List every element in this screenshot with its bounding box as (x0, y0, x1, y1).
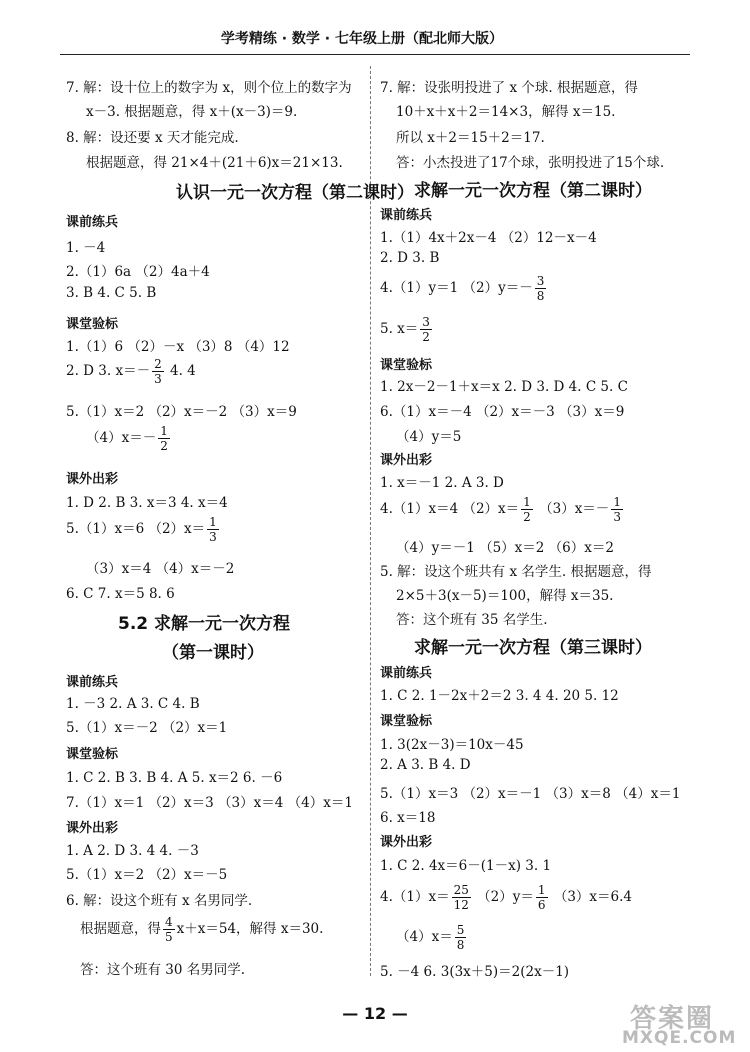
answer-line: （3）x＝4 （4）x＝－2 (86, 561, 235, 577)
answer-line: 5.（1）x＝3 （2）x＝－1 （3）x＝8 （4）x＝1 (380, 786, 681, 802)
answer-line: （4）y＝－1 （5）x＝2 （6）x＝2 (396, 540, 614, 556)
watermark-logo (616, 998, 740, 1048)
answer-line: 5.（1）x＝2 （2）x＝－2 （3）x＝9 (66, 404, 297, 420)
fraction (535, 275, 547, 302)
answer-line: 1. －3 2. A 3. C 4. B (66, 696, 200, 712)
subsection-heading: 课前练兵 (380, 208, 433, 223)
answer-line (66, 358, 196, 385)
subsection-heading: 课前练兵 (380, 666, 433, 681)
answer-text: （3）x＝6.4 (549, 889, 632, 905)
answer-line: 2. D 3. B (380, 250, 440, 266)
answer-text: （3）x＝－ (534, 501, 610, 517)
denominator: 8 (456, 938, 465, 952)
answer-line (80, 916, 323, 943)
answer-line (380, 316, 434, 343)
answer-line: 5. －4 6. 3(3x＋5)＝2(2x－1) (380, 964, 570, 980)
section-title: 认识一元一次方程（第二课时） (176, 183, 414, 203)
answer-line: 8. 解：设还要 x 天才能完成. (66, 130, 239, 146)
answer-line: 1. D 2. B 3. x＝3 4. x＝4 (66, 495, 228, 511)
answer-line (380, 884, 632, 911)
answer-line: 1.（1）4x＋2x－4 （2）12－x－4 (380, 230, 597, 246)
subsection-heading: 课前练兵 (66, 675, 119, 690)
answer-line: 1. －4 (66, 240, 106, 256)
section-title: 求解一元一次方程（第三课时） (414, 638, 652, 658)
answer-line: 10＋x＋x＋2＝14×3，解得 x＝15. (396, 104, 616, 120)
answer-line: 6.（1）x＝－4 （2）x＝－3 （3）x＝9 (380, 404, 625, 420)
denominator: 5 (165, 930, 173, 944)
answer-line: 6. C 7. x＝5 8. 6 (66, 586, 175, 602)
answer-line: 2×5＋3(x－5)＝100，解得 x＝35. (396, 588, 614, 604)
answer-line: 5.（1）x＝2 （2）x＝－5 (66, 867, 228, 883)
running-header: 学考精练 · 数学 · 七年级上册（配北师大版） (220, 31, 503, 47)
fraction (611, 496, 623, 523)
answer-line: 7. 解：设十位上的数字为 x，则个位上的数字为 (66, 80, 352, 96)
answer-text: x＋x＝54，解得 x＝30. (176, 921, 324, 937)
fraction (163, 916, 175, 943)
answer-line: 根据题意，得 21×4＋(21＋6)x＝21×13. (86, 155, 343, 171)
answer-line: 1. C 2. 1－2x＋2＝2 3. 4 4. 20 5. 12 (380, 688, 619, 704)
header-rule (60, 54, 690, 55)
answer-line (66, 516, 221, 543)
answer-line: 2.（1）6a （2）4a＋4 (66, 264, 210, 280)
numerator: 1 (160, 424, 168, 438)
numerator: 25 (453, 883, 469, 897)
answer-line: 5. 解：设这个班共有 x 名学生. 根据题意，得 (380, 564, 652, 580)
answer-text: 5.（1）x＝6 （2）x＝ (66, 521, 206, 537)
answer-line: 1. 3(2x－3)＝10x－45 (380, 737, 524, 753)
subsection-heading: 课前练兵 (66, 215, 119, 230)
fraction (207, 516, 219, 543)
answer-line: 2. A 3. B 4. D (380, 757, 471, 773)
answer-line: 1. x＝－1 2. A 3. D (380, 475, 504, 491)
denominator: 12 (453, 898, 469, 912)
answer-line: 1. C 2. 4x＝6－(1－x) 3. 1 (380, 858, 552, 874)
answer-text: （2）y＝ (472, 889, 534, 905)
answer-line: 所以 x＋2＝15＋2＝17. (396, 130, 545, 146)
answer-line: x－3. 根据题意，得 x＋(x－3)＝9. (86, 104, 298, 120)
subsection-heading: 课堂验标 (66, 747, 119, 762)
answer-line: 答：这个班有 35 名学生. (396, 612, 548, 628)
answer-line: 答：小杰投进了17个球，张明投进了15个球. (396, 155, 665, 171)
numerator: 3 (536, 274, 545, 288)
answer-text: 根据题意，得 (80, 921, 161, 937)
answer-line: 1. C 2. B 3. B 4. A 5. x＝2 6. －6 (66, 770, 283, 786)
section-subtitle: （第一课时） (162, 643, 264, 663)
numerator: 3 (422, 315, 430, 329)
fraction (455, 924, 467, 951)
denominator: 3 (209, 530, 217, 544)
denominator: 3 (154, 372, 162, 386)
subsection-heading: 课外出彩 (66, 472, 119, 487)
answer-text: 4.（1）x＝4 （2）x＝ (380, 501, 520, 517)
numerator: 1 (209, 515, 217, 529)
section-title: 求解一元一次方程（第二课时） (414, 181, 652, 201)
numerator: 1 (523, 495, 531, 509)
denominator: 2 (422, 330, 430, 344)
answer-line: 3. B 4. C 5. B (66, 285, 157, 301)
answer-line: （4）y＝5 (396, 429, 462, 445)
answer-line: 1. A 2. D 3. 4 4. －3 (66, 843, 199, 859)
answer-line: 6. x＝18 (380, 810, 436, 826)
fraction (536, 884, 548, 911)
fraction (521, 496, 533, 523)
answer-line (86, 425, 172, 452)
fraction (420, 316, 432, 343)
watermark-text: 答案圈 (630, 1004, 715, 1034)
section-title: 5.2 求解一元一次方程 (118, 614, 291, 634)
answer-line: 答：这个班有 30 名男同学. (80, 962, 246, 978)
answer-text: 4. 4 (165, 363, 196, 379)
answer-text: 4.（1）x＝ (380, 889, 450, 905)
fraction (158, 425, 170, 452)
watermark-url: MXQE.COM (622, 1028, 737, 1048)
answer-line: 6. 解：设这个班有 x 名男同学. (66, 893, 253, 909)
subsection-heading: 课堂验标 (66, 317, 119, 332)
answer-line (380, 275, 548, 302)
answer-text: 4.（1）y＝1 （2）y＝－ (380, 280, 533, 296)
answer-text: （4）x＝ (396, 929, 453, 945)
answer-line (380, 496, 625, 523)
fraction (152, 358, 164, 385)
denominator: 8 (536, 289, 545, 303)
answer-line: 7.（1）x＝1 （2）x＝3 （3）x＝4 （4）x＝1 (66, 795, 353, 811)
answer-line: 7. 解：设张明投进了 x 个球. 根据题意，得 (380, 80, 638, 96)
denominator: 3 (613, 510, 621, 524)
numerator: 1 (613, 495, 621, 509)
answer-line: 1.（1）6 （2）－x （3）8 （4）12 (66, 339, 290, 355)
numerator: 5 (456, 923, 465, 937)
answer-text: 2. D 3. x＝－ (66, 363, 151, 379)
subsection-heading: 课外出彩 (380, 835, 433, 850)
answer-text: （4）x＝－ (86, 430, 157, 446)
page-number: — 12 — (342, 1004, 408, 1023)
answer-text: 5. x＝ (380, 321, 419, 337)
fraction (452, 884, 471, 911)
subsection-heading: 课外出彩 (380, 453, 433, 468)
denominator: 2 (160, 439, 168, 453)
answer-line: 1. 2x－2－1＋x＝x 2. D 3. D 4. C 5. C (380, 379, 628, 395)
numerator: 2 (154, 357, 162, 371)
answer-line (396, 924, 468, 951)
answer-line: 5.（1）x＝－2 （2）x＝1 (66, 720, 228, 736)
denominator: 6 (537, 898, 546, 912)
subsection-heading: 课堂验标 (380, 714, 433, 729)
numerator: 1 (537, 883, 546, 897)
subsection-heading: 课堂验标 (380, 358, 433, 373)
numerator: 4 (165, 915, 173, 929)
subsection-heading: 课外出彩 (66, 821, 119, 836)
denominator: 2 (523, 510, 531, 524)
